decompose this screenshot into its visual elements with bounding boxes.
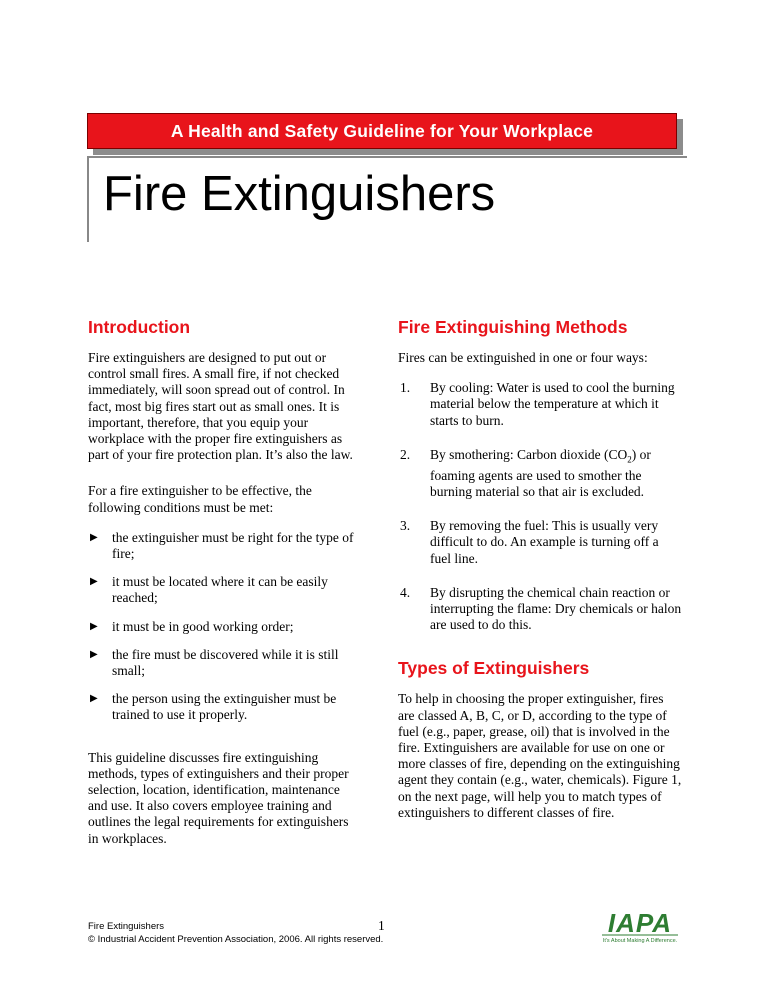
banner-text: A Health and Safety Guideline for Your Workplace xyxy=(170,120,594,141)
triangle-bullet-icon: ▶ xyxy=(90,531,98,543)
list-item: ▶ the extinguisher must be right for the type of fire; xyxy=(90,529,354,562)
intro-paragraph-1: Fire extinguishers are designed to put out or control small fires. A small fire, if not checked immediately, will soon spread out of control. In fact, most big fires start out as small ones. It is important, therefore, that you equip your workplace with the proper fire extinguishers as part of your fire protection plan. It’s also the law. xyxy=(88,350,353,463)
left-column xyxy=(88,316,360,867)
types-heading: Types of Extinguishers xyxy=(398,658,590,679)
list-item: ▶ the person using the extinguisher must be trained to use it properly. xyxy=(90,691,337,723)
introduction-heading: Introduction xyxy=(88,317,191,337)
methods-intro: Fires can be extinguished in one or four ways: xyxy=(398,350,648,365)
intro-paragraph-3: This guideline discusses fire extinguishing methods, types of extinguishers and their proper selection, location, identification, maintenance and use. It also covers employee training and outlines the legal requirements for extinguishers in workplaces. xyxy=(88,749,349,846)
footer-doc-title: Fire Extinguishers xyxy=(88,921,165,932)
intro-paragraph-2: For a fire extinguisher to be effective, the following conditions must be met: xyxy=(88,483,312,515)
page-title: Fire Extinguishers xyxy=(103,167,496,221)
list-item: ▶ it must be in good working order; xyxy=(90,618,294,634)
list-item: ▶ it must be located where it can be easily reached; xyxy=(90,574,328,606)
banner-box xyxy=(87,113,677,149)
right-column xyxy=(398,316,682,841)
list-item: ▶ the fire must be discovered while it is still small; xyxy=(90,646,339,679)
footer-copyright: © Industrial Accident Prevention Association, 2006. All rights reserved. xyxy=(88,934,384,945)
list-item: 2. By smothering: Carbon dioxide $(CO_2)$ or foaming agents are used to smother the burning material so that air is excluded. xyxy=(400,446,651,499)
svg-text:IAPA: IAPA xyxy=(607,908,673,938)
page-number: 1 xyxy=(378,918,385,933)
triangle-bullet-icon: ▶ xyxy=(90,620,98,632)
footer xyxy=(88,920,383,946)
triangle-bullet-icon: ▶ xyxy=(90,576,98,588)
types-paragraph: To help in choosing the proper extinguisher, fires are classed A, B, C, or D, according to the type of fuel (e.g., paper, grease, oil) that is involved in the fire. Extinguishers are available for use on one or more classes of fire, depending on the extinguishing agent they contain (e.g., water, chemicals). Figure 1, on the next page, will help you to match types of extinguishers to different classes of fire. xyxy=(398,691,682,820)
methods-heading: Fire Extinguishing Methods xyxy=(398,317,628,337)
list-item: 3. By removing the fuel: This is usually very difficult to do. An example is turning off a fuel line. xyxy=(400,518,659,566)
triangle-bullet-icon: ▶ xyxy=(90,693,98,705)
conditions-list xyxy=(88,530,360,724)
list-item: 1. By cooling: Water is used to cool the burning material below the temperature at which it starts to burn. xyxy=(400,380,675,428)
iapa-logo-icon xyxy=(594,906,686,946)
list-item: 4. By disrupting the chemical chain reaction or interrupting the flame: Dry chemicals or halon are used to do this. xyxy=(400,584,682,633)
triangle-bullet-icon: ▶ xyxy=(90,648,98,660)
methods-list xyxy=(398,380,682,633)
guideline-banner xyxy=(87,113,681,153)
svg-text:It's About Making A Difference: It's About Making A Difference. xyxy=(602,938,678,944)
